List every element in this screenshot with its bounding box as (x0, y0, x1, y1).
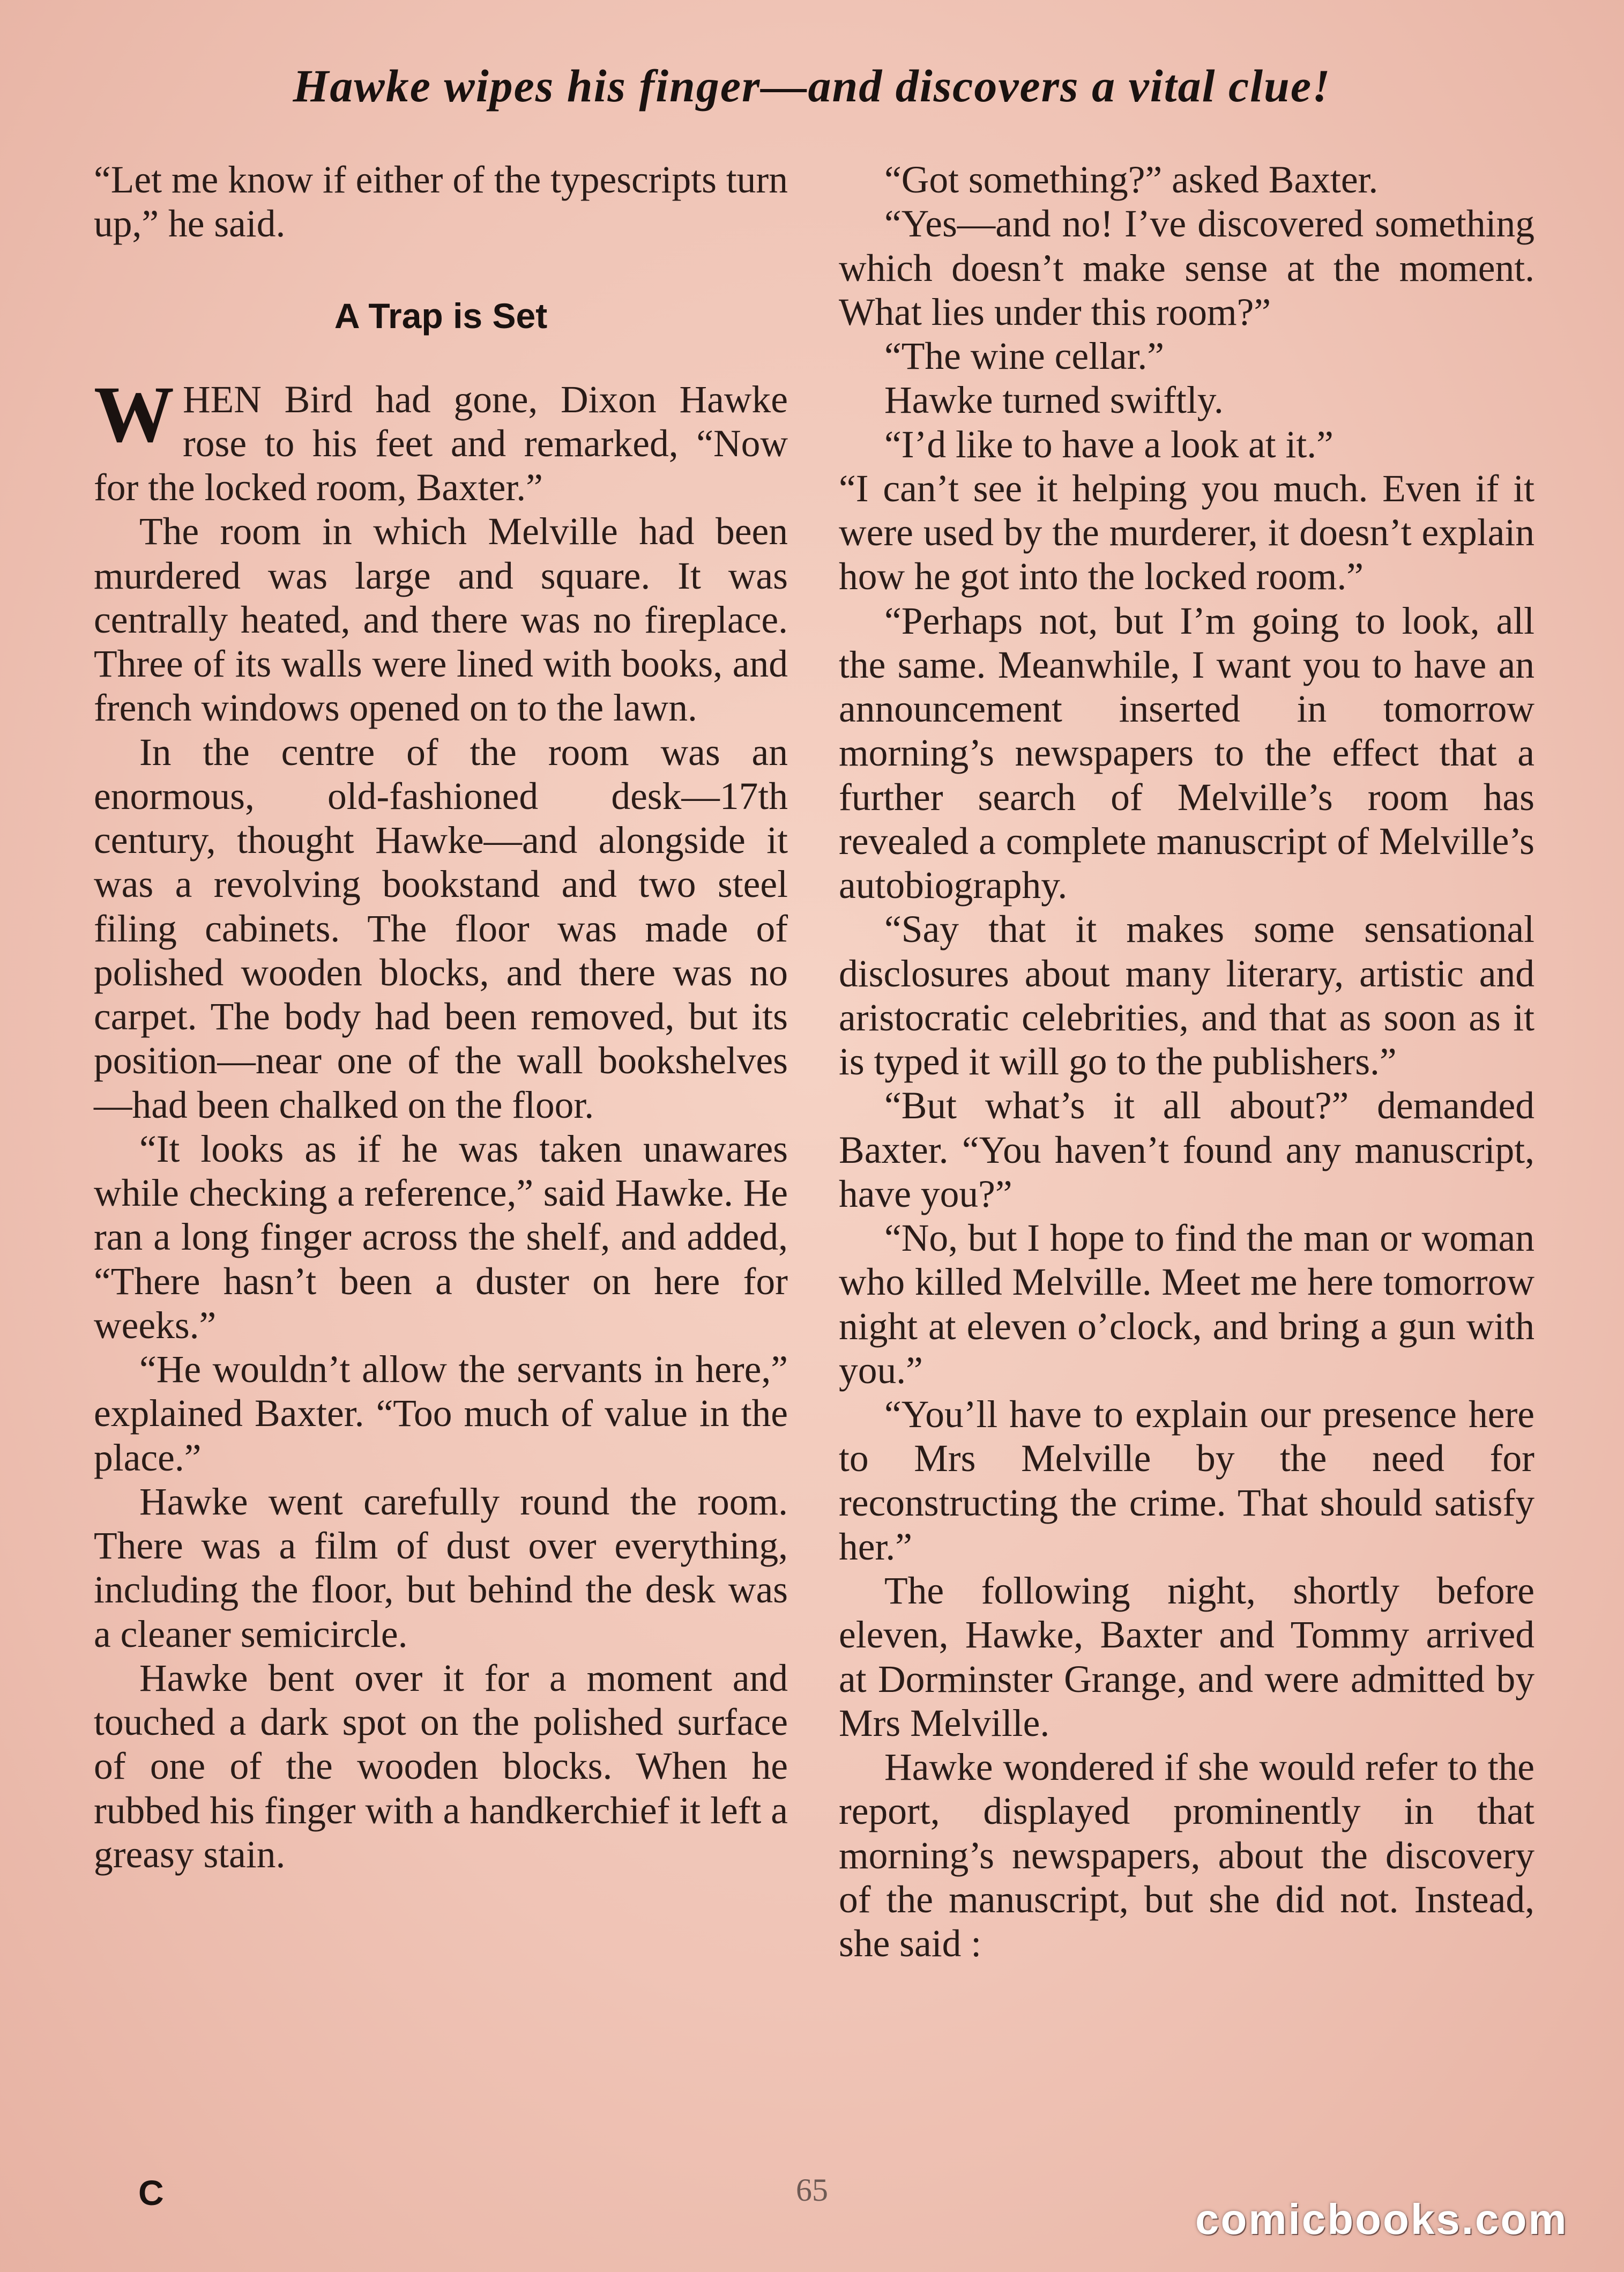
page-number: 65 (796, 2172, 828, 2208)
paragraph: The room in which Melville had been murdered was large and square. It was centrally heated, and there was no fireplace. Three of its walls were lined with books, and french windows opened on to the lawn. (94, 510, 788, 730)
section-subheading: A Trap is Set (334, 295, 548, 336)
drop-cap: W (94, 369, 174, 459)
paragraph-with-drop-cap (94, 369, 788, 510)
footer-signature-letter: C (138, 2173, 164, 2212)
paragraph: “Perhaps not, but I’m going to look, all the same. Meanwhile, I want you to have an announcement inserted in tomorrow morning’s newspapers to the effect that a further search of Melville’s room has revealed a complete manuscript of Melville’s autobiography. (839, 599, 1534, 907)
paragraph: The following night, shortly before eleven, Hawke, Baxter and Tommy arrived at Dorminster Grange, and were admitted by Mrs Melville. (839, 1570, 1534, 1744)
left-column (94, 158, 788, 2158)
paragraph: Hawke went carefully round the room. There was a film of dust over everything, including the floor, but behind the desk was a cleaner semicircle. (94, 1480, 788, 1655)
paragraph: “You’ll have to explain our presence here to Mrs Melville by the need for reconstructing the crime. That should satisfy her.” (839, 1393, 1534, 1568)
paragraph: “But what’s it all about?” demanded Baxter. “You haven’t found any manuscript, have you?” (839, 1085, 1534, 1215)
site-watermark: comicbooks.com (1195, 2195, 1568, 2243)
paragraph: “Got something?” asked Baxter. (884, 159, 1379, 201)
paragraph-text: HEN Bird had gone, Dixon Hawke rose to his feet and remarked, “Now for the locked room, Baxter.” (94, 378, 788, 509)
page-headline: Hawke wipes his finger—and discovers a vital clue! (293, 60, 1331, 112)
paragraph: “I’d like to have a look at it.” (884, 423, 1334, 466)
paragraph: In the centre of the room was an enormous, old-fashioned desk—17th century, thought Hawke—and alongside it was a revolving bookstand and two steel filing cabinets. The floor was made of polished wooden blocks, and there was no carpet. The body had been removed, but its position—near one of the wall bookshelves—had been chalked on the floor. (94, 731, 788, 1126)
paragraph: “The wine cellar.” (884, 335, 1165, 377)
paragraph: “It looks as if he was taken unawares while checking a reference,” said Hawke. He ran a long finger across the shelf, and added, “There hasn’t been a duster on here for weeks.” (94, 1127, 788, 1347)
paragraph: “He wouldn’t allow the servants in here,” explained Baxter. “Too much of value in the place.” (94, 1348, 788, 1479)
paragraph: “Say that it makes some sensational disclosures about many literary, artistic and aristocratic celebrities, and that as soon as it is typed it will go to the publishers.” (839, 908, 1534, 1083)
paragraph: Hawke bent over it for a moment and touched a dark spot on the polished surface of one of the wooden blocks. When he rubbed his finger with a handkerchief it left a greasy stain. (94, 1657, 788, 1876)
paragraph: Hawke wondered if she would refer to the report, displayed prominently in that morning’s newspapers, about the discovery of the manuscript, but she did not. Instead, she said : (839, 1746, 1534, 1965)
right-column (839, 158, 1534, 2158)
paragraph: Hawke turned swiftly. (884, 379, 1224, 422)
paragraph: “Let me know if either of the typescripts turn up,” he said. (94, 159, 788, 246)
paragraph: “I can’t see it helping you much. Even if it were used by the murderer, it doesn’t explain how he got into the locked room.” (839, 467, 1534, 598)
paragraph: “No, but I hope to find the man or woman who killed Melville. Meet me here tomorrow night at eleven o’clock, and bring a gun with you.” (839, 1217, 1534, 1392)
paragraph: “Yes—and no! I’ve discovered something which doesn’t make sense at the moment. What lies under this room?” (839, 203, 1534, 333)
